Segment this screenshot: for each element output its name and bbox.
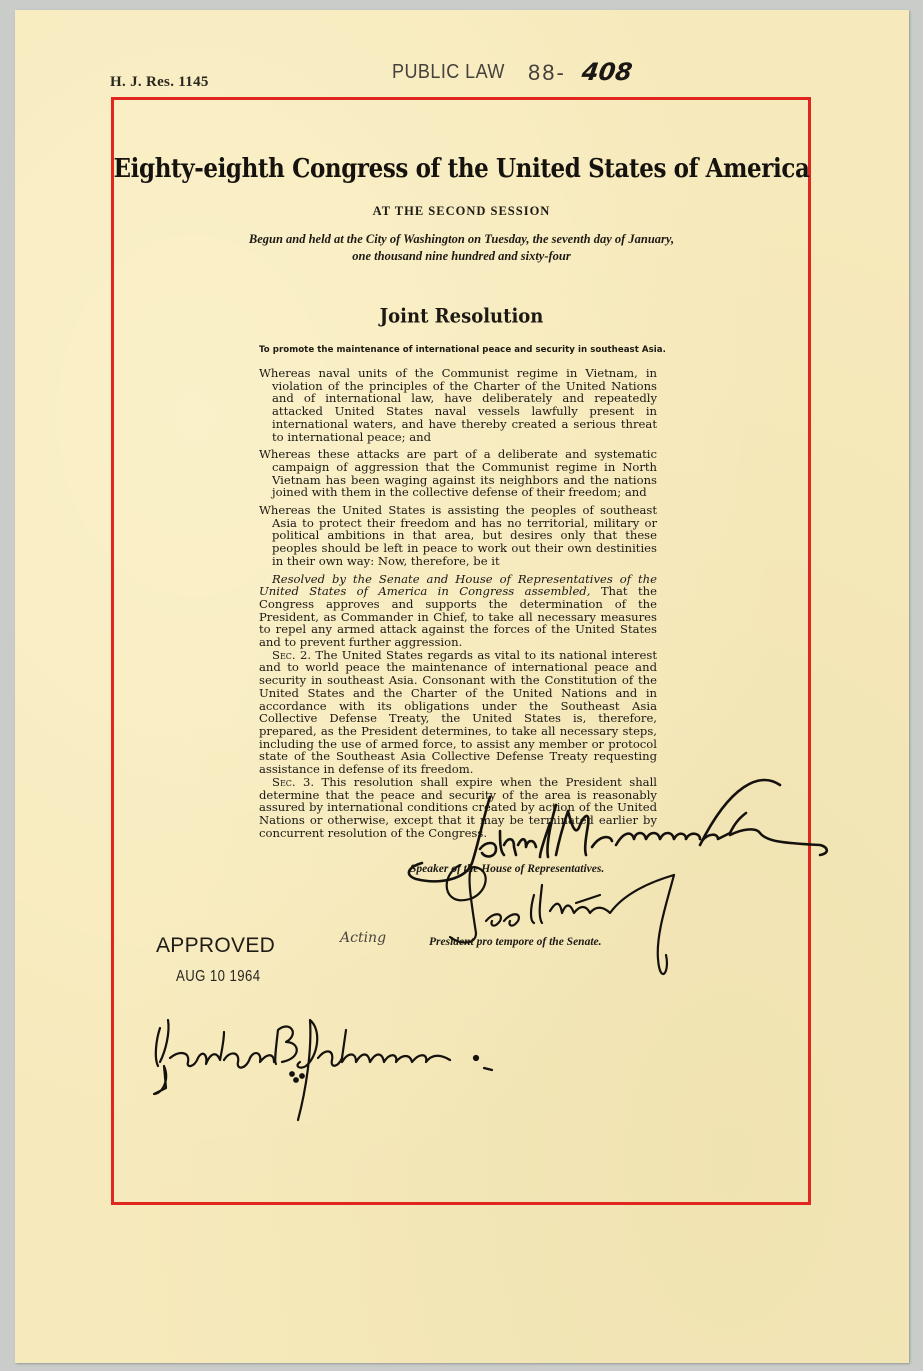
congress-title: Eighty-eighth Congress of the United States of America — [113, 152, 810, 185]
whereas-clause-2: Whereas these attacks are part of a deliberate and systematic campaign of aggression that the Communist regime in North Vietnam has been waging against its neighbors and the nations joined with them in the collective defense of their freedom; and — [259, 447, 657, 500]
senate-signature — [430, 855, 700, 999]
public-law-number-handwritten: 408 — [580, 58, 635, 86]
section-3-label: Sec. 3. — [272, 774, 315, 789]
public-law-number-printed: 88- — [528, 60, 566, 85]
session-dateline — [113, 231, 810, 265]
section-2-label: Sec. 2. — [272, 647, 312, 662]
joint-resolution-heading: Joint Resolution — [379, 304, 544, 329]
whereas-clause-3: Whereas the United States is assisting the peoples of southeast Asia to protect their freedom and has no territorial, military or political ambitions in that area, but desires only that these peoples should be left in peace to work out their own destinities in their own way: Now, therefore, be it — [259, 503, 657, 568]
section-1-text: That the Congress approves and supports the determination of the President, as Commander in Chief, to take all necessary measures to repel any armed attack against the forces of the United States and to prevent further aggression. — [259, 584, 657, 650]
whereas-clause-1: Whereas naval units of the Communist regime in Vietnam, in violation of the principles of the Charter of the United Nations and of international law, have deliberately and repeatedly attacked United States naval vessels lawfully present in international waters, and have thereby created a serious threat to international peace; and — [259, 366, 657, 444]
dateline-line-1: Begun and held at the City of Washington on Tuesday, the seventh day of January, — [248, 232, 675, 246]
section-2 — [259, 649, 657, 776]
approval-date: AUG 10 1964 — [176, 968, 261, 985]
senate-signature-scrawl — [430, 855, 700, 995]
president-signature — [150, 1010, 510, 1134]
resolved-clause — [259, 573, 657, 649]
section-2-text: The United States regards as vital to its national interest and to world peace the maintenance of international peace and security in southeast Asia. Consonant with the Constitution of the United States and the Charter of the United Nations and in accordance with its obligations under the Southeast Asia Collective Defense Treaty, the United States is, therefore, prepared, as the President determines, to take all necessary steps, including the use of armed force, to assist any member or protocol state of the Southeast Asia Collective Defense Treaty requesting assistance in defense of its freedom. — [259, 647, 658, 777]
president-signature-scrawl — [150, 1010, 510, 1130]
acting-handwritten-note: Acting — [340, 930, 387, 946]
resolution-purpose: To promote the maintenance of international peace and security in southeast Asia. — [259, 345, 666, 355]
section-3-text: This resolution shall expire when the President shall determine that the peace and security of the area is reasonably assured by international conditions created by action of the United Nations or otherwise, except that it may be terminated earlier by concurrent resolution of the Congress. — [259, 774, 657, 840]
public-law-stamp: PUBLIC LAW — [392, 61, 505, 83]
session-heading: AT THE SECOND SESSION — [372, 204, 551, 218]
senate-title: President pro tempore of the Senate. — [429, 936, 602, 948]
speaker-title: Speaker of the House of Representatives. — [410, 863, 605, 875]
enacting-clause: Resolved by the Senate and House of Representatives of the United States of America in Congress assembled, — [259, 571, 657, 599]
approved-stamp: APPROVED — [156, 934, 276, 957]
dateline-line-2: one thousand nine hundred and sixty-four — [352, 249, 571, 263]
bill-number: H. J. Res. 1145 — [110, 74, 209, 90]
resolution-body — [259, 367, 657, 839]
